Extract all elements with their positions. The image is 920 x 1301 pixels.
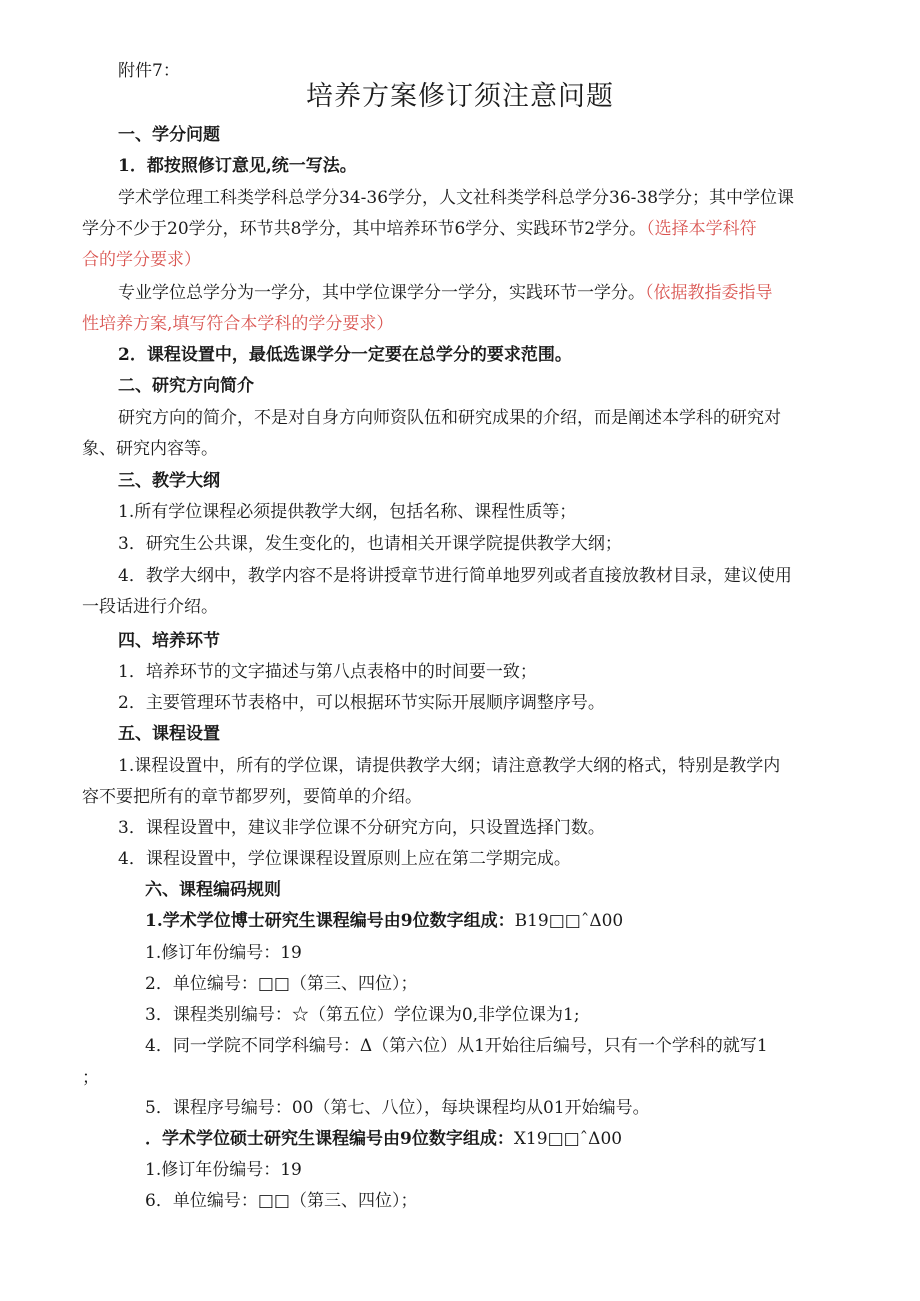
s5-item-1-line1: 1.课程设置中，所有的学位课，请提供教学大纲；请注意教学大纲的格式，特别是教学内 — [118, 756, 781, 776]
section-6-heading: 六、课程编码规则 — [145, 880, 281, 900]
s6-doctoral-heading — [145, 910, 623, 932]
document-title: 培养方案修订须注意问题 — [306, 81, 614, 112]
s6-doctoral-item-2: 2．单位编号：□□（第三、四位）； — [145, 974, 418, 994]
s3-item-4-line2: 一段话进行介绍。 — [82, 597, 218, 617]
s1-item-1: 1．都按照修订意见,统一写法。 — [118, 156, 357, 176]
s6-doctoral-item-1: 1.修订年份编号：19 — [145, 943, 302, 963]
s1-para2-text: 专业学位总学分为一学分，其中学位课学分一学分，实践环节一学分。 — [118, 283, 645, 303]
section-2-heading: 二、研究方向简介 — [118, 376, 254, 396]
s1-para2-line1 — [118, 282, 773, 304]
s6-doctoral-item-4-cont: ； — [82, 1068, 99, 1088]
s6-masters-item-6: 6．单位编号：□□（第三、四位）； — [145, 1191, 418, 1211]
section-1-heading: 一、学分问题 — [118, 125, 220, 145]
section-3-heading: 三、教学大纲 — [118, 471, 220, 491]
s1-para1-note: （选择本学科符 — [646, 219, 757, 239]
attachment-label: 附件7： — [118, 61, 180, 81]
s1-item-2: 2．课程设置中，最低选课学分一定要在总学分的要求范围。 — [118, 345, 572, 365]
s3-item-4-line1: 4．教学大纲中，教学内容不是将讲授章节进行简单地罗列或者直接放教材目录，建议使用 — [118, 566, 792, 586]
s6-doctoral-item-5: 5．课程序号编号：00（第七、八位），每块课程均从01开始编号。 — [145, 1098, 650, 1118]
s6-masters-heading-text: ．学术学位硕士研究生课程编号由9位数字组成： — [145, 1129, 514, 1149]
s3-item-1: 1.所有学位课程必须提供教学大纲，包括名称、课程性质等； — [118, 502, 577, 522]
s5-item-3: 3．课程设置中，建议非学位课不分研究方向，只设置选择门数。 — [118, 818, 605, 838]
s4-item-2: 2．主要管理环节表格中，可以根据环节实际开展顺序调整序号。 — [118, 693, 605, 713]
s4-item-1: 1．培养环节的文字描述与第八点表格中的时间要一致； — [118, 662, 537, 682]
section-5-heading: 五、课程设置 — [118, 724, 220, 744]
s3-item-3: 3．研究生公共课，发生变化的，也请相关开课学院提供教学大纲； — [118, 534, 622, 554]
s5-item-4: 4．课程设置中，学位课课程设置原则上应在第二学期完成。 — [118, 849, 571, 869]
s6-masters-heading — [145, 1128, 622, 1150]
s6-doctoral-code: B19□□ˆΔ00 — [514, 911, 624, 931]
s6-doctoral-item-3: 3．课程类别编号：☆（第五位）学位课为0,非学位课为1; — [145, 1005, 580, 1025]
s1-para2-note: （依据教指委指导 — [645, 283, 773, 303]
s1-para2-note-cont: 性培养方案,填写符合本学科的学分要求） — [82, 314, 394, 334]
s6-masters-item-1: 1.修订年份编号：19 — [145, 1160, 302, 1180]
s2-para-line1: 研究方向的简介，不是对自身方向师资队伍和研究成果的介绍，而是阐述本学科的研究对 — [118, 408, 781, 428]
s6-doctoral-item-4: 4．同一学院不同学科编号：Δ（第六位）从1开始往后编号，只有一个学科的就写1 — [145, 1036, 768, 1056]
s6-masters-code: X19□□ˆΔ00 — [513, 1129, 623, 1149]
s6-doctoral-heading-text: 1.学术学位博士研究生课程编号由9位数字组成： — [145, 911, 515, 931]
s1-para1-text: 学分不少于20学分，环节共8学分，其中培养环节6学分、实践环节2学分。 — [82, 219, 647, 239]
section-4-heading: 四、培养环节 — [118, 631, 220, 651]
s1-para1-note-cont: 合的学分要求） — [82, 250, 201, 270]
s1-para1-line2 — [82, 218, 757, 240]
s5-item-1-line2: 容不要把所有的章节都罗列，要简单的介绍。 — [82, 787, 422, 807]
s1-para1-line1: 学术学位理工科类学科总学分34-36学分，人文社科类学科总学分36-38学分；其中学位课 — [118, 188, 795, 208]
s2-para-line2: 象、研究内容等。 — [82, 439, 218, 459]
